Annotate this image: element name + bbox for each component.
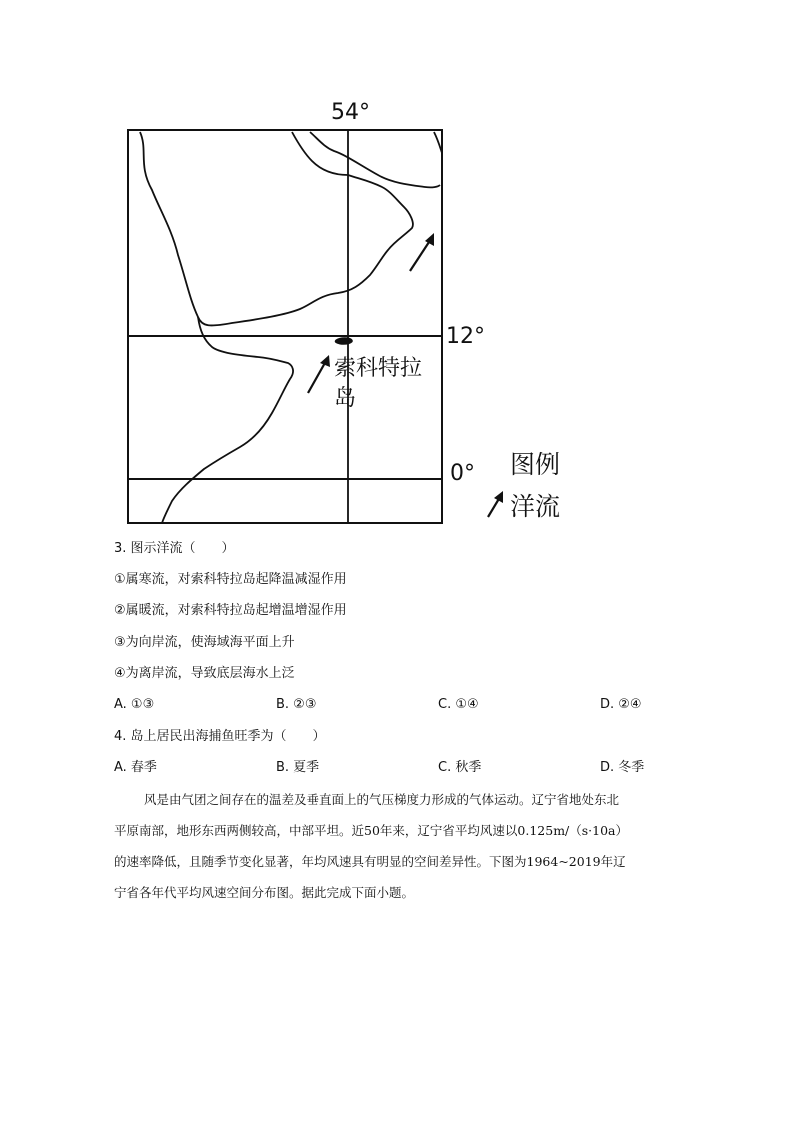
legend-item-current: 洋流 bbox=[510, 492, 561, 521]
question-3-statement-4: ④为离岸流，导致底层海水上泛 bbox=[114, 666, 295, 681]
passage bbox=[114, 784, 686, 908]
question-3-stem: 3. 图示洋流（ ） bbox=[114, 541, 235, 556]
question-4-option-b[interactable]: B. 夏季 bbox=[276, 760, 320, 775]
current-arrow-south bbox=[308, 355, 330, 393]
ocean-current-map bbox=[120, 95, 590, 535]
socotra-island bbox=[335, 338, 352, 345]
question-3-option-d[interactable]: D. ②④ bbox=[600, 697, 642, 712]
map-frame bbox=[128, 130, 442, 523]
coastline-gulf bbox=[310, 132, 440, 187]
question-3-statement-2: ②属暖流，对索科特拉岛起增温增湿作用 bbox=[114, 603, 347, 618]
passage-line-3: 的速率降低，且随季节变化显著，年均风速具有明显的空间差异性。下图为1964~2019年辽 bbox=[114, 854, 626, 869]
coastline-somalia bbox=[162, 317, 293, 523]
latitude-label-12: 12° bbox=[446, 324, 485, 349]
coastline-corner bbox=[434, 132, 442, 153]
coastline-arabia bbox=[140, 132, 413, 325]
legend-current-arrow bbox=[488, 491, 503, 517]
question-4-option-d[interactable]: D. 冬季 bbox=[600, 760, 645, 775]
question-3-statement-3: ③为向岸流，使海域海平面上升 bbox=[114, 635, 295, 650]
question-3-option-b[interactable]: B. ②③ bbox=[276, 697, 317, 712]
question-4-option-c[interactable]: C. 秋季 bbox=[438, 760, 482, 775]
question-3-option-c[interactable]: C. ①④ bbox=[438, 697, 479, 712]
question-3-option-a[interactable]: A. ①③ bbox=[114, 697, 155, 712]
passage-line-1: 风是由气团之间存在的温差及垂直面上的气压梯度力形成的气体运动。辽宁省地处东北 bbox=[144, 792, 620, 807]
question-4-stem: 4. 岛上居民出海捕鱼旺季为（ ） bbox=[114, 729, 326, 744]
passage-line-4: 宁省各年代平均风速空间分布图。据此完成下面小题。 bbox=[114, 885, 415, 900]
passage-line-2: 平原南部，地形东西两侧较高，中部平坦。近50年来，辽宁省平均风速以0.125m/（s·10a） bbox=[114, 823, 629, 838]
legend-title: 图例 bbox=[510, 450, 561, 479]
question-3-statement-1: ①属寒流，对索科特拉岛起降温减湿作用 bbox=[114, 572, 347, 587]
latitude-label-0: 0° bbox=[450, 461, 475, 486]
longitude-label-54: 54° bbox=[331, 100, 370, 125]
current-arrow-north bbox=[410, 233, 434, 271]
question-4-option-a[interactable]: A. 春季 bbox=[114, 760, 157, 775]
island-label: 索科特拉岛 bbox=[334, 356, 423, 411]
